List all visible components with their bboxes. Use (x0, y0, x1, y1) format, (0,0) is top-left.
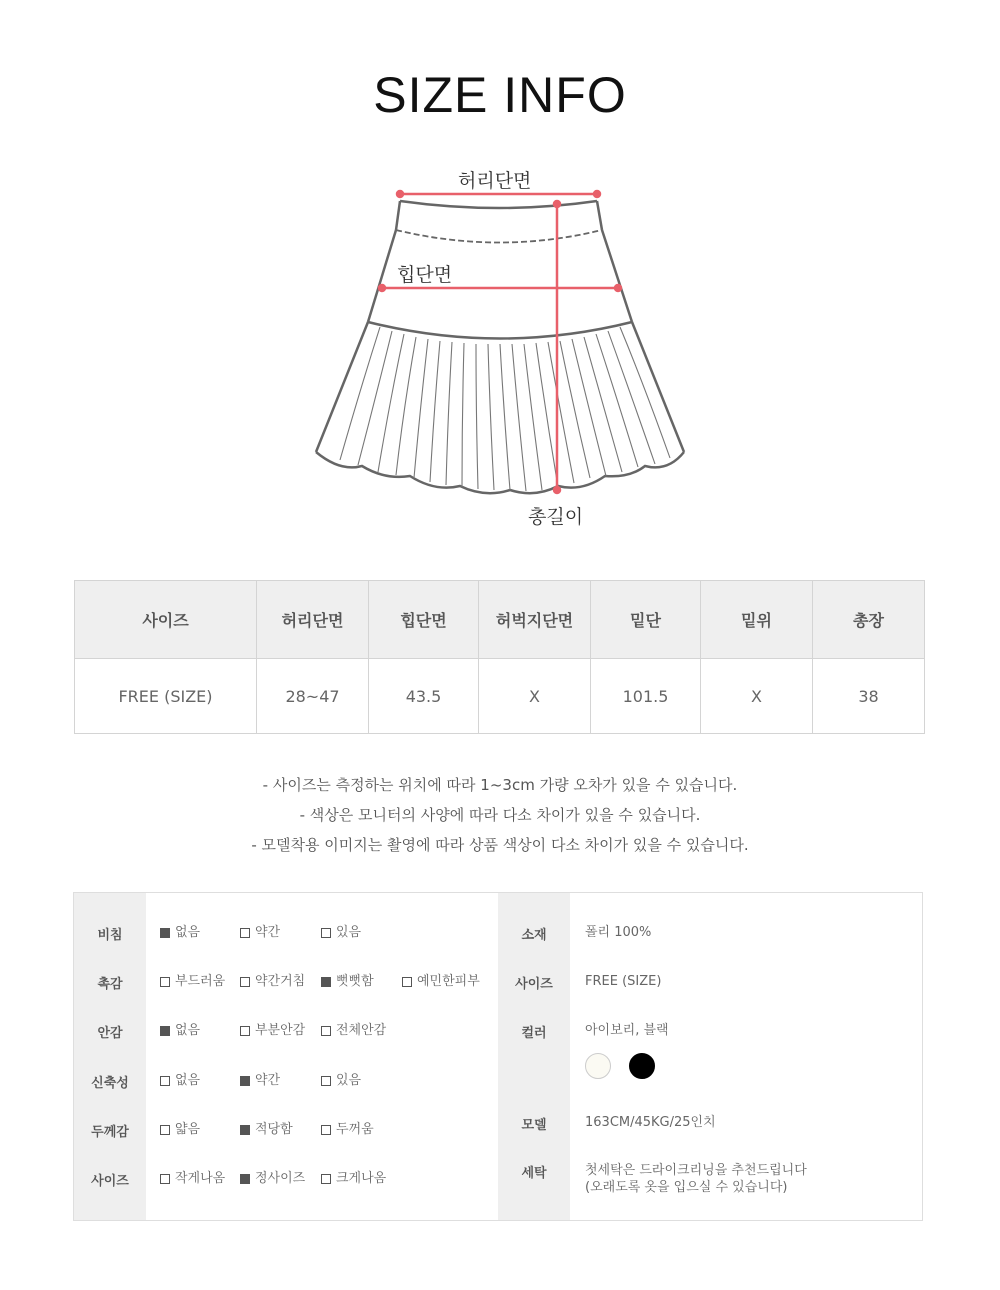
attribute-option-label: 전체안감 (336, 1023, 387, 1038)
attribute-label: 안감 (97, 1026, 123, 1041)
attribute-option[interactable] (240, 1118, 293, 1142)
attribute-option-label: 없음 (175, 1073, 201, 1088)
color-swatch-black[interactable] (629, 1053, 655, 1079)
unchecked-box-icon[interactable] (321, 1174, 331, 1184)
spec-value-wash-line2: (오래도록 옷을 입으실 수 있습니다) (585, 1180, 788, 1195)
attribute-option-label: 약간 (255, 1073, 281, 1088)
spec-label-color: 컬러 (521, 1026, 547, 1041)
attribute-option[interactable] (160, 1019, 200, 1043)
checked-box-icon[interactable] (160, 928, 170, 938)
cell-hem: 101.5 (591, 659, 701, 734)
checked-box-icon[interactable] (240, 1174, 250, 1184)
skirt-illustration (300, 160, 700, 540)
attribute-option-label: 있음 (336, 1073, 362, 1088)
header-hip: 힙단면 (369, 581, 479, 659)
header-total-length: 총장 (813, 581, 925, 659)
unchecked-box-icon[interactable] (321, 1125, 331, 1135)
attribute-option-label: 약간 (255, 925, 281, 940)
unchecked-box-icon[interactable] (240, 1026, 250, 1036)
spec-value-model: 163CM/45KG/25인치 (585, 1115, 716, 1130)
cell-total-length: 38 (813, 659, 925, 734)
spec-label-material: 소재 (521, 928, 547, 943)
attribute-option[interactable] (160, 970, 225, 994)
attribute-option-label: 얇음 (175, 1122, 201, 1137)
unchecked-box-icon[interactable] (321, 1026, 331, 1036)
size-table-header-row (75, 581, 925, 659)
checked-box-icon[interactable] (160, 1026, 170, 1036)
attribute-option-label: 없음 (175, 925, 201, 940)
attribute-option[interactable] (240, 1069, 280, 1093)
spec-label-model: 모델 (521, 1118, 547, 1133)
attribute-option-label: 적당함 (255, 1122, 293, 1137)
hip-label: 힙단면 (397, 264, 453, 286)
attribute-option-label: 뻣뻣함 (336, 974, 374, 989)
unchecked-box-icon[interactable] (160, 1125, 170, 1135)
attribute-option[interactable] (321, 970, 374, 994)
spec-value-color: 아이보리, 블랙 (585, 1023, 669, 1038)
cell-size: FREE (SIZE) (75, 659, 257, 734)
cell-waist: 28~47 (257, 659, 369, 734)
attribute-option-label: 크게나옴 (336, 1171, 387, 1186)
attribute-option-label: 두꺼움 (336, 1122, 374, 1137)
size-table (74, 580, 925, 734)
checked-box-icon[interactable] (240, 1076, 250, 1086)
checked-box-icon[interactable] (240, 1125, 250, 1135)
attribute-option-label: 없음 (175, 1023, 201, 1038)
note-line: - 모델착용 이미지는 촬영에 따라 상품 색상이 다소 차이가 있을 수 있습니다. (251, 836, 749, 854)
attribute-option[interactable] (240, 921, 280, 945)
unchecked-box-icon[interactable] (160, 977, 170, 987)
attribute-option[interactable] (160, 1118, 200, 1142)
page-title: SIZE INFO (373, 67, 627, 123)
unchecked-box-icon[interactable] (240, 928, 250, 938)
spec-value-material: 폴리 100% (585, 925, 652, 940)
attribute-option-label: 정사이즈 (255, 1171, 306, 1186)
unchecked-box-icon[interactable] (402, 977, 412, 987)
attribute-label: 신축성 (91, 1076, 129, 1091)
cell-thigh: X (479, 659, 591, 734)
note-line: - 사이즈는 측정하는 위치에 따라 1~3cm 가량 오차가 있을 수 있습니다. (262, 776, 738, 794)
attribute-option[interactable] (160, 1069, 200, 1093)
spec-value-size: FREE (SIZE) (585, 974, 662, 989)
unchecked-box-icon[interactable] (160, 1174, 170, 1184)
header-waist: 허리단면 (257, 581, 369, 659)
attribute-option[interactable] (321, 1069, 361, 1093)
attribute-label: 촉감 (97, 977, 123, 992)
attribute-label: 두께감 (91, 1125, 129, 1140)
header-size: 사이즈 (75, 581, 257, 659)
header-hem: 밑단 (591, 581, 701, 659)
attribute-option-label: 약간거침 (255, 974, 306, 989)
attribute-option[interactable] (321, 1019, 386, 1043)
attribute-option[interactable] (240, 1019, 305, 1043)
cell-hip: 43.5 (369, 659, 479, 734)
spec-value-wash-line1: 첫세탁은 드라이크리닝을 추천드립니다 (585, 1163, 807, 1178)
header-rise: 밑위 (701, 581, 813, 659)
attribute-option[interactable] (402, 970, 480, 994)
table-row (75, 659, 925, 734)
attribute-option[interactable] (321, 1167, 386, 1191)
checked-box-icon[interactable] (321, 977, 331, 987)
attribute-option[interactable] (321, 1118, 374, 1142)
attribute-option[interactable] (160, 1167, 225, 1191)
attribute-option-label: 부드러움 (175, 974, 226, 989)
attribute-label: 사이즈 (91, 1174, 129, 1189)
unchecked-box-icon[interactable] (240, 977, 250, 987)
waist-label: 허리단면 (458, 170, 532, 192)
attribute-option-label: 있음 (336, 925, 362, 940)
attribute-option[interactable] (240, 970, 305, 994)
spec-label-wash: 세탁 (521, 1166, 547, 1181)
unchecked-box-icon[interactable] (321, 928, 331, 938)
attribute-option[interactable] (321, 921, 361, 945)
attribute-option-label: 작게나옴 (175, 1171, 226, 1186)
header-thigh: 허벅지단면 (479, 581, 591, 659)
product-detail-box (73, 892, 923, 1221)
attribute-option[interactable] (160, 921, 200, 945)
attribute-option[interactable] (240, 1167, 305, 1191)
color-swatch-ivory[interactable] (585, 1053, 611, 1079)
spec-label-size: 사이즈 (515, 977, 553, 992)
size-notes (0, 770, 1000, 860)
attribute-label: 비침 (97, 928, 123, 943)
cell-rise: X (701, 659, 813, 734)
skirt-measurement-diagram (300, 160, 700, 540)
total-length-label: 총길이 (528, 506, 584, 528)
unchecked-box-icon[interactable] (160, 1076, 170, 1086)
unchecked-box-icon[interactable] (321, 1076, 331, 1086)
attribute-option-label: 예민한피부 (417, 974, 480, 989)
attribute-option-label: 부분안감 (255, 1023, 306, 1038)
note-line: - 색상은 모니터의 사양에 따라 다소 차이가 있을 수 있습니다. (299, 806, 701, 824)
